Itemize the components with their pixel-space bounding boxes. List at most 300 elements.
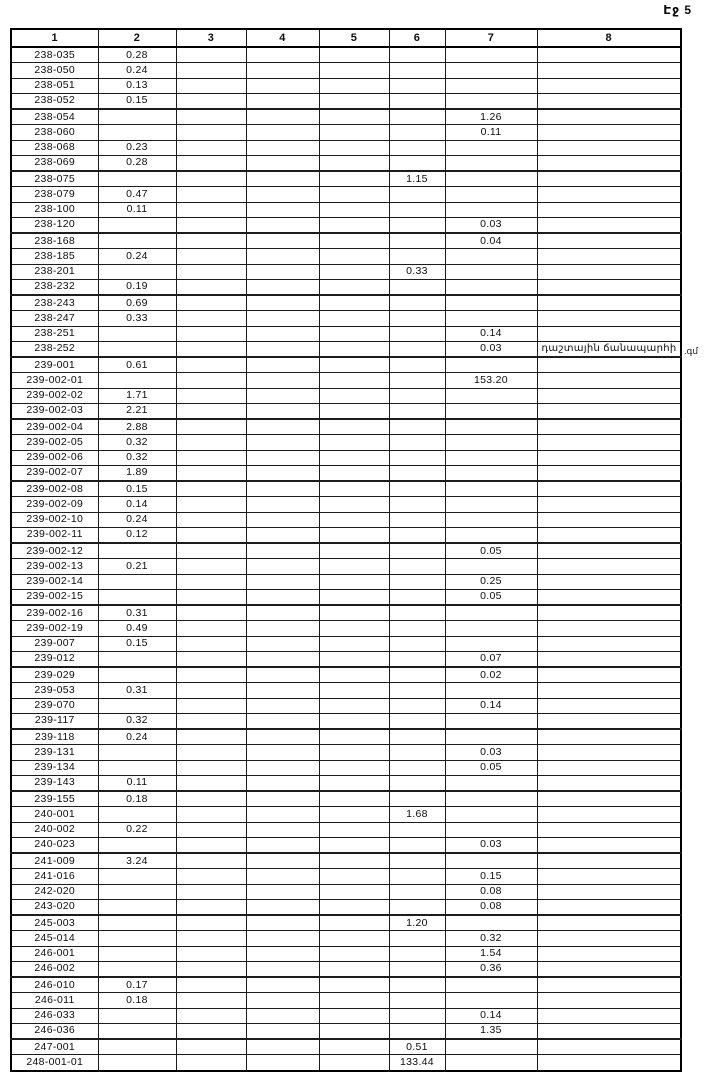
page-number-label: Էջ 5 — [663, 3, 692, 17]
cell-col4 — [246, 217, 319, 233]
cell-col2 — [98, 233, 176, 249]
cell-col4 — [246, 1039, 319, 1055]
cell-col2: 0.49 — [98, 621, 176, 636]
cell-note — [537, 899, 681, 915]
cell-col7: 0.03 — [445, 745, 537, 760]
cell-col5 — [319, 621, 389, 636]
cell-col6 — [389, 47, 445, 63]
cell-code: 248-001-01 — [11, 1055, 98, 1071]
table-row — [11, 853, 681, 869]
cell-col2: 1.71 — [98, 388, 176, 403]
cell-col3 — [176, 1008, 246, 1023]
cell-col5 — [319, 450, 389, 465]
cell-col3 — [176, 341, 246, 357]
cell-col6 — [389, 543, 445, 559]
cell-col6 — [389, 187, 445, 202]
cell-code: 247-001 — [11, 1039, 98, 1055]
table-row — [11, 217, 681, 233]
cell-col6 — [389, 326, 445, 341]
cell-col2: 0.17 — [98, 977, 176, 993]
table-row — [11, 125, 681, 140]
cell-col4 — [246, 125, 319, 140]
cell-col5 — [319, 125, 389, 140]
cell-col3 — [176, 837, 246, 853]
cell-col7: 1.26 — [445, 109, 537, 125]
cell-col6 — [389, 465, 445, 481]
cell-col4 — [246, 311, 319, 326]
column-header-7: 7 — [445, 29, 537, 47]
cell-col5 — [319, 745, 389, 760]
cell-col3 — [176, 1055, 246, 1071]
cell-col2 — [98, 760, 176, 775]
cell-note — [537, 713, 681, 729]
cell-col3 — [176, 729, 246, 745]
cell-col7 — [445, 977, 537, 993]
cell-col6 — [389, 713, 445, 729]
cell-code: 238-120 — [11, 217, 98, 233]
cell-col4 — [246, 791, 319, 807]
cell-col5 — [319, 853, 389, 869]
cell-col4 — [246, 78, 319, 93]
cell-col4 — [246, 760, 319, 775]
cell-col2: 0.24 — [98, 729, 176, 745]
cell-col2 — [98, 217, 176, 233]
cell-note — [537, 1039, 681, 1055]
cell-col3 — [176, 605, 246, 621]
cell-col4 — [246, 403, 319, 419]
cell-col3 — [176, 869, 246, 884]
cell-col3 — [176, 683, 246, 698]
table-row — [11, 977, 681, 993]
cell-col4 — [246, 512, 319, 527]
cell-col4 — [246, 357, 319, 373]
table-row — [11, 403, 681, 419]
cell-note — [537, 993, 681, 1008]
table-row — [11, 775, 681, 791]
cell-col5 — [319, 465, 389, 481]
cell-col6 — [389, 450, 445, 465]
cell-note — [537, 961, 681, 977]
cell-col2 — [98, 1023, 176, 1039]
cell-col5 — [319, 233, 389, 249]
cell-code: 239-002-08 — [11, 481, 98, 497]
cell-col6 — [389, 497, 445, 512]
cell-col3 — [176, 465, 246, 481]
cell-col4 — [246, 729, 319, 745]
cell-col4 — [246, 869, 319, 884]
cell-code: 238-035 — [11, 47, 98, 63]
cell-col6 — [389, 961, 445, 977]
cell-col3 — [176, 745, 246, 760]
data-table — [10, 28, 682, 1072]
cell-col5 — [319, 698, 389, 713]
cell-col5 — [319, 1039, 389, 1055]
table-row — [11, 961, 681, 977]
table-row — [11, 807, 681, 822]
cell-col7 — [445, 63, 537, 78]
cell-note — [537, 311, 681, 326]
table-row — [11, 264, 681, 279]
cell-col3 — [176, 109, 246, 125]
cell-col2 — [98, 1039, 176, 1055]
cell-col6 — [389, 899, 445, 915]
cell-col7 — [445, 559, 537, 574]
cell-col2 — [98, 931, 176, 946]
cell-note — [537, 481, 681, 497]
cell-code: 239-002-10 — [11, 512, 98, 527]
table-row — [11, 589, 681, 605]
table-row — [11, 869, 681, 884]
cell-note — [537, 946, 681, 961]
cell-col4 — [246, 651, 319, 667]
cell-note — [537, 589, 681, 605]
cell-note — [537, 78, 681, 93]
cell-note — [537, 667, 681, 683]
cell-col4 — [246, 837, 319, 853]
cell-col3 — [176, 636, 246, 651]
cell-col3 — [176, 915, 246, 931]
cell-col7: 0.14 — [445, 326, 537, 341]
cell-col7 — [445, 187, 537, 202]
cell-note — [537, 403, 681, 419]
table-row — [11, 249, 681, 264]
table-row — [11, 605, 681, 621]
cell-col6 — [389, 279, 445, 295]
cell-code: 246-033 — [11, 1008, 98, 1023]
cell-col5 — [319, 589, 389, 605]
cell-code: 240-002 — [11, 822, 98, 837]
cell-col3 — [176, 125, 246, 140]
cell-col7 — [445, 357, 537, 373]
cell-col2: 1.89 — [98, 465, 176, 481]
cell-col2: 0.14 — [98, 497, 176, 512]
table-row — [11, 279, 681, 295]
cell-col5 — [319, 63, 389, 78]
cell-col4 — [246, 605, 319, 621]
table-row — [11, 1023, 681, 1039]
cell-col3 — [176, 155, 246, 171]
cell-col5 — [319, 93, 389, 109]
cell-note — [537, 171, 681, 187]
cell-col2 — [98, 899, 176, 915]
cell-col3 — [176, 419, 246, 435]
cell-col6 — [389, 993, 445, 1008]
cell-col6 — [389, 435, 445, 450]
cell-col6 — [389, 341, 445, 357]
cell-code: 245-003 — [11, 915, 98, 931]
cell-col6 — [389, 621, 445, 636]
table-row — [11, 295, 681, 311]
cell-note — [537, 1008, 681, 1023]
cell-col5 — [319, 605, 389, 621]
cell-col4 — [246, 279, 319, 295]
cell-col4 — [246, 698, 319, 713]
table-row — [11, 497, 681, 512]
cell-col2: 0.31 — [98, 683, 176, 698]
cell-col4 — [246, 559, 319, 574]
cell-note — [537, 543, 681, 559]
table-row — [11, 946, 681, 961]
cell-code: 239-007 — [11, 636, 98, 651]
cell-col3 — [176, 559, 246, 574]
cell-col4 — [246, 775, 319, 791]
cell-col6 — [389, 481, 445, 497]
cell-col5 — [319, 47, 389, 63]
cell-code: 239-134 — [11, 760, 98, 775]
cell-col4 — [246, 47, 319, 63]
cell-code: 238-232 — [11, 279, 98, 295]
cell-col3 — [176, 264, 246, 279]
cell-note — [537, 698, 681, 713]
cell-note — [537, 187, 681, 202]
table-row — [11, 651, 681, 667]
cell-col3 — [176, 775, 246, 791]
cell-note — [537, 574, 681, 589]
cell-col4 — [246, 543, 319, 559]
cell-note — [537, 760, 681, 775]
cell-note — [537, 884, 681, 899]
cell-col6 — [389, 931, 445, 946]
cell-note — [537, 745, 681, 760]
cell-col3 — [176, 1023, 246, 1039]
cell-col3 — [176, 791, 246, 807]
cell-col2: 0.31 — [98, 605, 176, 621]
cell-code: 238-247 — [11, 311, 98, 326]
cell-col5 — [319, 946, 389, 961]
cell-code: 240-023 — [11, 837, 98, 853]
cell-col7: 0.08 — [445, 899, 537, 915]
cell-col7: 1.35 — [445, 1023, 537, 1039]
cell-col7 — [445, 155, 537, 171]
cell-note — [537, 853, 681, 869]
cell-code: 239-053 — [11, 683, 98, 698]
cell-col2 — [98, 171, 176, 187]
table-row — [11, 311, 681, 326]
cell-col5 — [319, 357, 389, 373]
cell-code: 238-051 — [11, 78, 98, 93]
cell-col5 — [319, 249, 389, 264]
cell-code: 238-251 — [11, 326, 98, 341]
cell-code: 238-079 — [11, 187, 98, 202]
cell-col6 — [389, 403, 445, 419]
cell-col7 — [445, 202, 537, 217]
cell-note — [537, 419, 681, 435]
cell-col2 — [98, 264, 176, 279]
table-row — [11, 621, 681, 636]
cell-code: 239-002-06 — [11, 450, 98, 465]
cell-col6 — [389, 109, 445, 125]
cell-note — [537, 388, 681, 403]
table-row — [11, 140, 681, 155]
cell-col7 — [445, 279, 537, 295]
cell-col3 — [176, 78, 246, 93]
cell-col5 — [319, 373, 389, 388]
cell-code: 246-002 — [11, 961, 98, 977]
cell-col2 — [98, 589, 176, 605]
cell-col2 — [98, 745, 176, 760]
cell-note — [537, 357, 681, 373]
cell-col3 — [176, 481, 246, 497]
cell-col3 — [176, 187, 246, 202]
cell-code: 238-068 — [11, 140, 98, 155]
cell-col4 — [246, 233, 319, 249]
table-header-row — [11, 29, 681, 47]
cell-col4 — [246, 667, 319, 683]
cell-col6 — [389, 946, 445, 961]
cell-col7 — [445, 1039, 537, 1055]
cell-col7: 0.05 — [445, 543, 537, 559]
cell-col7: 0.14 — [445, 1008, 537, 1023]
cell-code: 238-069 — [11, 155, 98, 171]
cell-col3 — [176, 931, 246, 946]
cell-col7 — [445, 605, 537, 621]
table-row — [11, 1039, 681, 1055]
cell-col6 — [389, 884, 445, 899]
cell-col4 — [246, 1023, 319, 1039]
column-header-5: 5 — [319, 29, 389, 47]
table-body — [11, 47, 681, 1071]
cell-col7: 0.32 — [445, 931, 537, 946]
table-row — [11, 667, 681, 683]
cell-col4 — [246, 977, 319, 993]
cell-col2: 2.88 — [98, 419, 176, 435]
cell-code: 238-243 — [11, 295, 98, 311]
cell-col3 — [176, 295, 246, 311]
cell-col2 — [98, 326, 176, 341]
cell-col6 — [389, 1023, 445, 1039]
cell-note — [537, 450, 681, 465]
table-row — [11, 187, 681, 202]
cell-col6: 0.51 — [389, 1039, 445, 1055]
cell-col6 — [389, 667, 445, 683]
cell-code: 245-014 — [11, 931, 98, 946]
cell-col7: 0.02 — [445, 667, 537, 683]
table-row — [11, 326, 681, 341]
cell-code: 243-020 — [11, 899, 98, 915]
cell-col7: 0.14 — [445, 698, 537, 713]
column-header-2: 2 — [98, 29, 176, 47]
table-row — [11, 884, 681, 899]
cell-col5 — [319, 217, 389, 233]
cell-col2 — [98, 915, 176, 931]
cell-col5 — [319, 295, 389, 311]
cell-col3 — [176, 497, 246, 512]
cell-col7 — [445, 249, 537, 264]
cell-col6 — [389, 636, 445, 651]
cell-col2: 0.18 — [98, 791, 176, 807]
cell-col2: 0.33 — [98, 311, 176, 326]
cell-col5 — [319, 775, 389, 791]
cell-col5 — [319, 884, 389, 899]
cell-col6: 1.20 — [389, 915, 445, 931]
cell-col3 — [176, 217, 246, 233]
cell-col7 — [445, 527, 537, 543]
cell-col5 — [319, 326, 389, 341]
cell-code: 238-075 — [11, 171, 98, 187]
cell-col7 — [445, 683, 537, 698]
cell-col3 — [176, 527, 246, 543]
cell-col4 — [246, 527, 319, 543]
cell-col2: 0.18 — [98, 993, 176, 1008]
cell-col6 — [389, 605, 445, 621]
cell-col6 — [389, 698, 445, 713]
cell-col7: 1.54 — [445, 946, 537, 961]
cell-col4 — [246, 388, 319, 403]
cell-col6 — [389, 745, 445, 760]
table-row — [11, 481, 681, 497]
cell-col5 — [319, 899, 389, 915]
table-row — [11, 419, 681, 435]
cell-note — [537, 527, 681, 543]
cell-col3 — [176, 403, 246, 419]
cell-col3 — [176, 621, 246, 636]
cell-col2 — [98, 961, 176, 977]
cell-col5 — [319, 822, 389, 837]
cell-col4 — [246, 341, 319, 357]
cell-col3 — [176, 311, 246, 326]
cell-col4 — [246, 621, 319, 636]
cell-col5 — [319, 481, 389, 497]
cell-col5 — [319, 419, 389, 435]
cell-col7 — [445, 993, 537, 1008]
cell-note: դաշտային ճանապարհի — [537, 341, 681, 357]
cell-col2: 0.24 — [98, 512, 176, 527]
cell-code: 239-143 — [11, 775, 98, 791]
cell-col7 — [445, 481, 537, 497]
cell-col6 — [389, 791, 445, 807]
cell-code: 239-029 — [11, 667, 98, 683]
cell-col2 — [98, 125, 176, 140]
cell-col6: 0.33 — [389, 264, 445, 279]
cell-note — [537, 1055, 681, 1071]
cell-col7: 0.08 — [445, 884, 537, 899]
cell-col4 — [246, 202, 319, 217]
table-row — [11, 93, 681, 109]
cell-col2 — [98, 543, 176, 559]
cell-note — [537, 931, 681, 946]
cell-note — [537, 977, 681, 993]
cell-col7: 0.03 — [445, 217, 537, 233]
cell-code: 241-016 — [11, 869, 98, 884]
cell-note — [537, 125, 681, 140]
table-row — [11, 745, 681, 760]
table-row — [11, 373, 681, 388]
cell-col5 — [319, 837, 389, 853]
cell-col3 — [176, 543, 246, 559]
cell-col5 — [319, 311, 389, 326]
cell-col3 — [176, 667, 246, 683]
cell-col3 — [176, 853, 246, 869]
cell-code: 239-002-19 — [11, 621, 98, 636]
table-row — [11, 822, 681, 837]
cell-note — [537, 217, 681, 233]
cell-col5 — [319, 729, 389, 745]
cell-col3 — [176, 760, 246, 775]
cell-col2 — [98, 946, 176, 961]
cell-col5 — [319, 527, 389, 543]
cell-col2: 2.21 — [98, 403, 176, 419]
cell-col3 — [176, 993, 246, 1008]
column-header-3: 3 — [176, 29, 246, 47]
cell-note — [537, 651, 681, 667]
cell-code: 239-131 — [11, 745, 98, 760]
cell-col7 — [445, 729, 537, 745]
cell-col6 — [389, 683, 445, 698]
cell-col2: 0.13 — [98, 78, 176, 93]
cell-note — [537, 295, 681, 311]
cell-col3 — [176, 822, 246, 837]
cell-note — [537, 512, 681, 527]
